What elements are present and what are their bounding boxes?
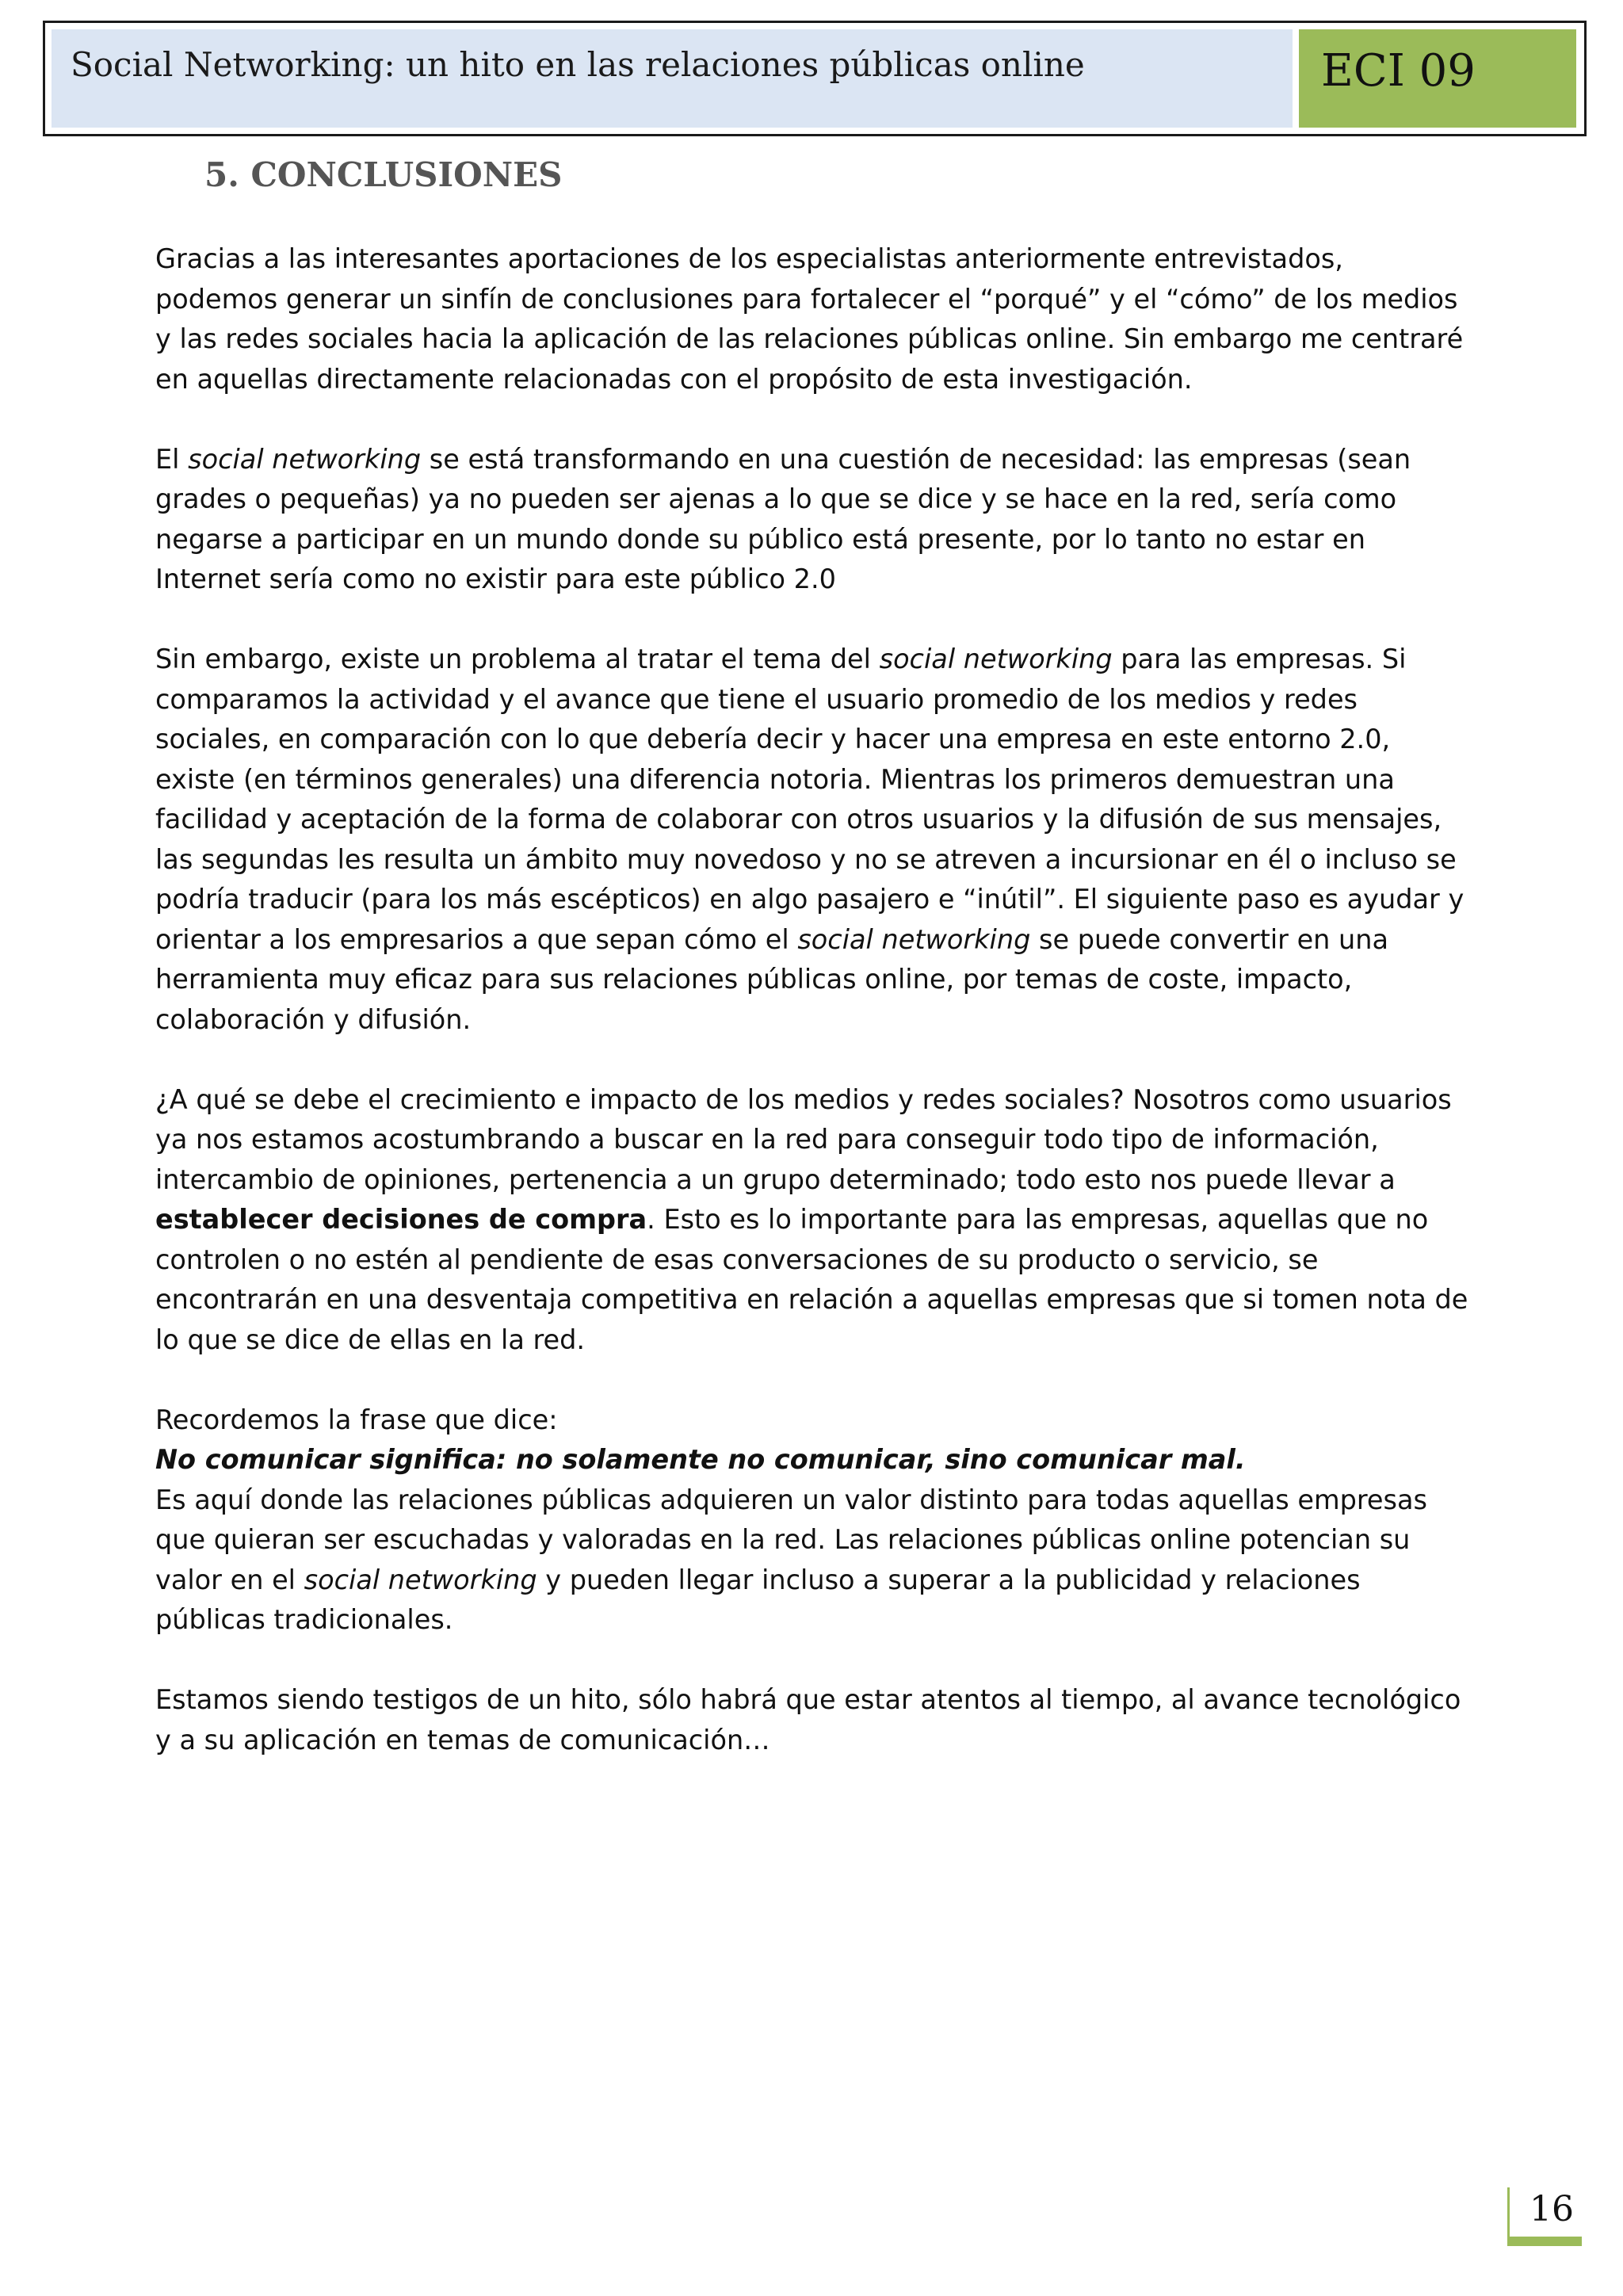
body-text (155, 239, 1471, 1801)
italic-term: social networking (188, 443, 422, 475)
text-run: Sin embargo, existe un problema al tratar el tema del (155, 644, 880, 674)
page-number-frame (1507, 2187, 1582, 2246)
bold-phrase: establecer decisiones de compra (155, 1204, 647, 1235)
page-number: 16 (1529, 2189, 1574, 2229)
paragraph-5-intro: Recordemos la frase que dice: (155, 1404, 558, 1435)
text-run: . Esto es lo importante para las empresas, aquellas que no controlen o no estén al pendiente de esas conversaciones de su producto o servicio, se encontrarán en una desventaja competitiva en relación a aquellas empresas que si tomen nota de lo que se dice de ellas en la red. (155, 1204, 1468, 1355)
text-run: ¿A qué se debe el crecimiento e impacto de los medios y redes sociales? Nosotros como usuarios ya nos estamos acostumbrando a buscar en la red para conseguir todo tipo de información, intercambio de opiniones, pertenencia a un grupo determinado; todo esto nos puede llevar a (155, 1083, 1452, 1195)
paragraph-4 (155, 1080, 1471, 1361)
header-code-band (1299, 29, 1576, 128)
quote (155, 1440, 1471, 1480)
text-run: y pueden llegar incluso a superar a la publicidad y relaciones públicas tradicionales. (155, 1564, 1361, 1635)
text-run: Es aquí donde las relaciones públicas adquieren un valor distinto para todas aquellas empresas que quieran ser escuchadas y valoradas en la red. Las relaciones públicas online potencian su valor en el (155, 1484, 1427, 1595)
paragraph-6 (155, 1480, 1471, 1641)
bold-italic-quote: No comunicar significa: no solamente no comunicar, sino comunicar mal. (155, 1444, 1246, 1475)
document-title: Social Networking: un hito en las relaciones públicas online (71, 45, 1085, 84)
text-run: se está transformando en una cuestión de necesidad: las empresas (sean grades o pequeñas) ya no pueden ser ajenas a lo que se dice y se hace en la red, sería como negarse a participar en un mundo donde su público está presente, por lo tanto no estar en Internet sería como no existir para este público 2.0 (155, 443, 1411, 594)
text-run: El (155, 443, 189, 475)
paragraph-2 (155, 440, 1471, 600)
paragraph-3 (155, 640, 1471, 1040)
page-number-accent (1507, 2187, 1510, 2237)
text-run: se puede convertir en una herramienta muy eficaz para sus relaciones públicas online, por temas de coste, impacto, colaboración y difusión. (155, 923, 1389, 1035)
italic-term: social networking (879, 644, 1113, 674)
section-heading: 5. CONCLUSIONES (204, 155, 563, 194)
text-run: para las empresas. Si comparamos la actividad y el avance que tiene el usuario promedio de los medios y redes sociales, en comparación con lo que debería decir y hacer una empresa en este entorno 2.0, existe (en términos generales) una diferencia notoria. Mientras los primeros demuestran una facilidad y aceptación de la forma de colaborar con otros usuarios y la difusión de sus mensajes, las segundas les resulta un ámbito muy novedoso y no se atreven a incursionar en él o incluso se podría traducir (para los más escépticos) en algo pasajero e “inútil”. El siguiente paso es ayudar y orientar a los empresarios a que sepan cómo el (155, 644, 1465, 955)
page-header (43, 21, 1587, 136)
document-code: ECI 09 (1321, 45, 1476, 97)
italic-term: social networking (304, 1564, 537, 1595)
header-title-band (52, 29, 1293, 128)
paragraph-1: Gracias a las interesantes aportaciones de los especialistas anteriormente entrevistados, podemos generar un sinfín de conclusiones para fortalecer el “porqué” y el “cómo” de los medios y las redes sociales hacia la aplicación de las relaciones públicas online. Sin embargo me centraré en aquellas directamente relacionadas con el propósito de esta investigación. (155, 243, 1464, 395)
page-number-accent (1507, 2237, 1582, 2246)
italic-term: social networking (797, 923, 1031, 955)
paragraph-7: Estamos siendo testigos de un hito, sólo habrá que estar atentos al tiempo, al avance tecnológico y a su aplicación en temas de comunicación… (155, 1684, 1461, 1755)
